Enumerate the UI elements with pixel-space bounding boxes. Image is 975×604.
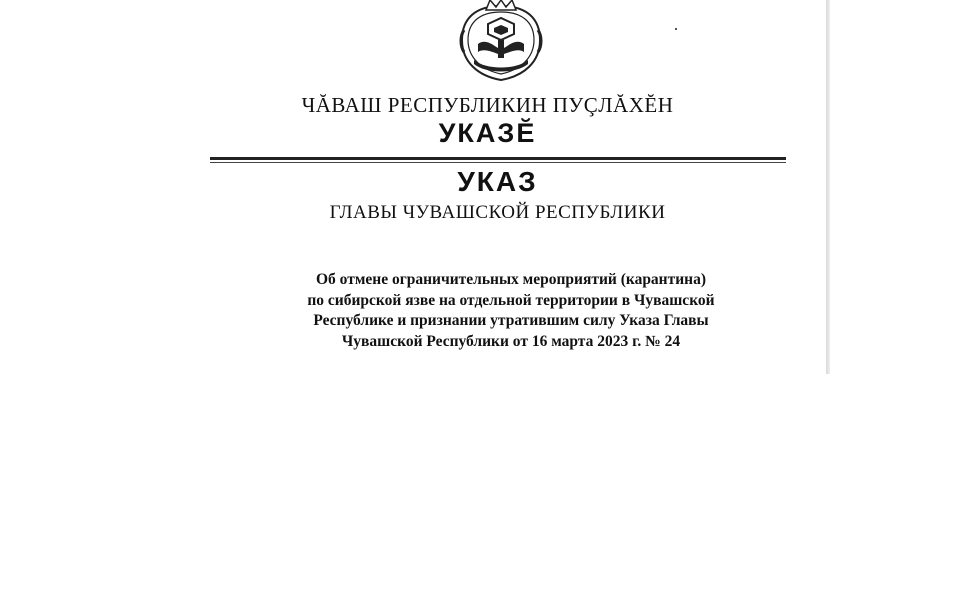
decree-subject <box>250 270 772 352</box>
russian-decree-title: УКАЗ <box>457 166 538 197</box>
subject-line: по сибирской язве на отдельной территории в Чувашской <box>307 291 715 309</box>
chuvash-header-line: ЧĂВАШ РЕСПУБЛИКИН ПУÇЛĂХĔН <box>301 93 674 117</box>
header-divider-thin <box>210 162 786 163</box>
scan-speck <box>675 28 677 30</box>
subject-line: Об отмене ограничительных мероприятий (карантина) <box>315 271 707 288</box>
subject-line: Чувашской Республики от 16 марта 2023 г. № 24 <box>341 332 681 350</box>
header-divider-thick <box>210 157 786 160</box>
coat-of-arms-emblem <box>456 0 546 82</box>
subject-line: Республике и признании утратившим силу Указа Главы <box>313 312 709 329</box>
russian-header-line: ГЛАВЫ ЧУВАШСКОЙ РЕСПУБЛИКИ <box>329 202 666 223</box>
chuvash-decree-title: УКАЗĔ <box>438 118 537 148</box>
